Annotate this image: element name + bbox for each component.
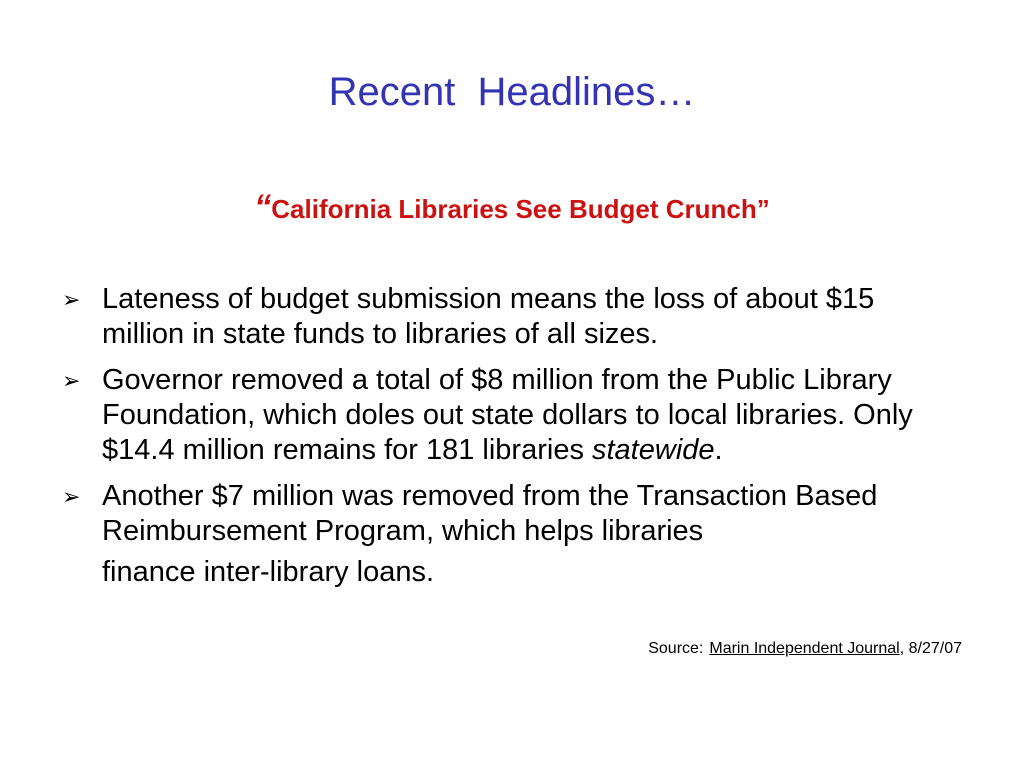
subtitle-text: California Libraries See Budget Crunch” (271, 194, 770, 224)
bullet-text: Governor removed a total of $8 million from the Public Library Foundation, which doles out state dollars to local libraries. Only $14.4 million remains for 181 libraries (102, 364, 913, 466)
arrow-bullet-icon: ➢ (62, 368, 81, 393)
bullet-list (62, 282, 962, 601)
bullet-text: Lateness of budget submission means the loss of about $15 million in state funds to libraries of all sizes. (102, 283, 875, 350)
bullet-text: Another $7 million was removed from the Transaction Based Reimbursement Program, which helps libraries (102, 480, 878, 547)
arrow-bullet-icon: ➢ (62, 484, 81, 509)
bullet-item-2 (62, 363, 962, 468)
bullet-text-last-line: finance inter-library loans. (102, 556, 435, 588)
slide-title: Recent Headlines… (328, 70, 696, 114)
headline-subtitle (0, 188, 1024, 227)
subtitle-open-quote: “ (254, 188, 272, 226)
bullet-item-1 (62, 282, 962, 352)
bullet-emphasis: statewide (592, 434, 715, 466)
source-citation (648, 640, 962, 658)
source-label: Source: (648, 640, 704, 657)
bullet-item-3 (62, 479, 962, 590)
bullet-text-end: . (714, 434, 723, 466)
source-date: , 8/27/07 (899, 640, 962, 657)
arrow-bullet-icon: ➢ (62, 287, 81, 312)
source-publication: Marin Independent Journal (709, 640, 900, 657)
